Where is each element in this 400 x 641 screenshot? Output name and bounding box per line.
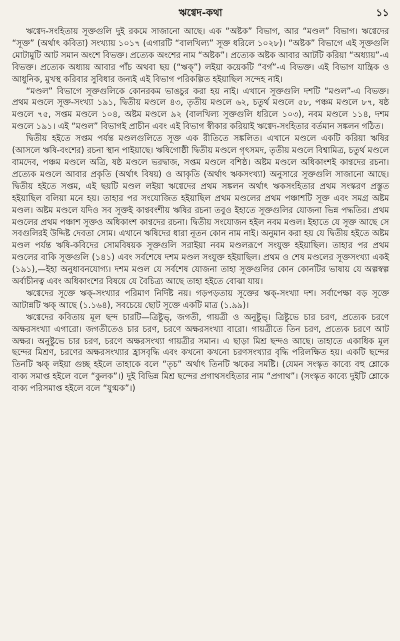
header-title: ঋগ্বেদ-কথা: [178, 8, 223, 19]
paragraph: ঋগ্বেদের সূক্তে ঋক্-সংখ্যার পরিমাণ নির্দিষ্ট নয়। গড়পড়তায় সূক্তের ঋক্-সংখ্যা দশ। সর্বাপেক্ষা বড় সূক্তে আটান্নটি ঋক্ আছে (১.১৬৪), সবচেয়ে ছোট সূক্তে একটি মাত্র (১.৯৯)।: [12, 287, 389, 310]
page-number: ১১: [376, 8, 389, 19]
paragraph: ঋগ্বেদের কবিতায় মূল ছন্দ চারটি—ত্রিষ্টুভ্, জগতী, গায়ত্রী ও অনুষ্টুভ্। ত্রিষ্টুভে চার চরণ, প্রত্যেক চরণে অক্ষরসংখ্যা এগারো। জগতীতেও চার চরণ, চরণে অক্ষরসংখ্যা বারো। গায়ত্রীতে তিন চরণ, প্রত্যেক চরণে আট অক্ষর। অনুষ্টুভে চার চরণ, চরণে অক্ষরসংখ্যা গায়ত্রীর সমান। এ ছাড়া মিশ্র ছন্দও আছে। তাহাতে একাধিক মূল ছন্দের মিশ্রণ, চরণের অক্ষরসংখ্যার হ্রাসবৃদ্ধি এবং কখনো কখনো চরণসংখ্যার বৃদ্ধি পরিলক্ষিত হয়। একটি ছন্দের তিনটি ঋক্ লইয়া গুচ্ছ হইলে তাহাকে বলে “তৃচ” অর্থাৎ তিনটি ঋকের সমষ্টি। (যেমন সংস্কৃত কাব্যে বহু শ্লোকে বাক্য সমাপ্ত হইলে বলে “কুলক”।) দুই বিভিন্ন মিশ্র ছন্দের প্রগাথসংহিতার নাম “প্রগাথ”। (সংস্কৃত কাব্যে দুইটি শ্লোকে বাক্য পরিসমাপ্ত হইলে বলে “যুগ্মক”।): [12, 311, 389, 394]
paragraph: দ্বিতীয় হইতে সপ্তম পর্যন্ত মণ্ডলগুলিতে সূক্ত এক রীতিতে সঙ্কলিত। এখানে মণ্ডলে একটি করিয়া ঋষির (আসলে ঋষি-বংশের) রচনা স্থান পাইয়াছে। ঋষিগোষ্ঠী দ্বিতীয় মণ্ডলে গৃৎসমদ, তৃতীয় মণ্ডলে বিশ্বামিত্র, চতুর্থ মণ্ডলে বামদেব, পঞ্চম মণ্ডলে অত্রি, ষষ্ঠ মণ্ডলে ভরদ্বাজ, সপ্তম মণ্ডলে বশিষ্ঠ। অষ্টম মণ্ডলে অধিকাংশই কাণ্বদের রচনা। প্রত্যেক মণ্ডলে আবার প্রকৃতি (অর্থাৎ বিষয়) ও আকৃতি (অর্থাৎ ঋকসংখ্যা) অনুসারে সূক্তগুলি সাজানো আছে। দ্বিতীয় হইতে সপ্তম, এই ছয়টি মণ্ডল লইয়া ঋগ্বেদের প্রথম সঙ্কলন অর্থাৎ ঋকসংহিতার প্রথম সংস্করণ প্রস্তুত হইয়াছিল বলিয়া মনে হয়। তাহার পর সংযোজিত হইয়াছিল প্রথম মণ্ডলের প্রথম পঞ্চাশটি সূক্ত এবং সমগ্র অষ্টম মণ্ডল। অষ্টম মণ্ডলে যদিও সব সূক্তই কাণ্ববংশীয় ঋষির রচনা তবুও ইহাতে সূক্তগুলির যোজনা ভিন্ন পদ্ধতির। প্রথম মণ্ডলের প্রথম পঞ্চাশ সূক্তও অধিকাংশ কাণ্বদের রচনা। দ্বিতীয় সংযোজন হইল নবম মণ্ডল। ইহাতে যে সূক্ত আছে সে সবগুলিরই উদ্দিষ্ট দেবতা সোম। এখানে ঋষিদের ধারা নূতন কোন নাম নাই। অনুমান করা হয় যে দ্বিতীয় হইতে অষ্টম মণ্ডল পর্যন্ত ঋষি-কবিদের সোমবিষয়ক সূক্তগুলি সরাইয়া নবম মণ্ডলরূপে সংযুক্ত হইয়াছিল। তাহার পর প্রথম মণ্ডলের বাকি সূক্তগুলি (১৪১) এবং সর্বশেষে দশম মণ্ডল সংযুক্ত হইয়াছিল। প্রথম ও শেষ মণ্ডলের সূক্তসংখ্যা একই (১৯১),—ইহা অনুধাবনযোগ্য। দশম মণ্ডল যে সর্বশেষ যোজনা তাহা সূক্তগুলির কোন কোনটির ভাষায় যে অল্পস্বল্প অর্বাচীনত্ব এবং অধিকাংশের বিষয়ে যে বৈচিত্র্য আছে তাহা হইতে বোঝা যায়।: [12, 133, 389, 287]
paragraph: “মণ্ডল” বিভাগে সূক্তগুলিকে কোনরকম ভাঙচুর করা হয় নাই। এখানে সূক্তগুলি দশটি “মণ্ডল”-এ বিভক্ত। প্রথম মণ্ডলে সূক্ত-সংখ্যা ১৯১, দ্বিতীয় মণ্ডলে ৪৩, তৃতীয় মণ্ডলে ৬২, চতুর্থ মণ্ডলে ৫৮, পঞ্চম মণ্ডলে ৮৭, ষষ্ঠ মণ্ডলে ৭৫, সপ্তম মণ্ডলে ১০৪, অষ্টম মণ্ডলে ৯২ (বালখিল্য সূক্তগুলি ধরিলে ১০৩), নবম মণ্ডলে ১১৪, দশম মণ্ডলে ১৯১। এই “মণ্ডল” বিভাগই প্রাচীন এবং এই বিভাগ স্বীকার করিয়াই ঋগ্বেদ-সংহিতার বর্তমান সঙ্কলন গঠিত।: [12, 85, 389, 132]
body-text: [12, 26, 389, 395]
running-header: [12, 6, 389, 22]
paragraph: ঋগ্বেদ-সংহিতায় সূক্তগুলি দুই রকমে সাজানো আছে। এক “অষ্টক” বিভাগ, আর “মণ্ডল” বিভাগ। ঋগ্বেদের “সূক্ত” (অর্থাৎ কবিতা) সংখ্যায় ১০১৭ (এগারটি “বালখিল্য” সূক্ত ধরিলে ১০২৮)। “অষ্টক” বিভাগে এই সূক্তগুলি মোটামুটি আট সমান অংশে বিভক্ত। প্রত্যেক অংশের নাম “অষ্টক”। প্রত্যেক অষ্টক আবার আটটি করিয়া “অধ্যায়”-এ বিভক্ত। প্রত্যেক অধ্যায় আবার পাঁচ অথবা ছয় (“ঋক্”) লইয়া কয়েকটি “বর্গ”-এ বিভক্ত। এই বিভাগ যান্ত্রিক ও আধুনিক, মুখস্থ করিবার সুবিধার জন্যই এই বিভাগ পরিকল্পিত হইয়াছিল সন্দেহ নাই।: [12, 26, 389, 84]
